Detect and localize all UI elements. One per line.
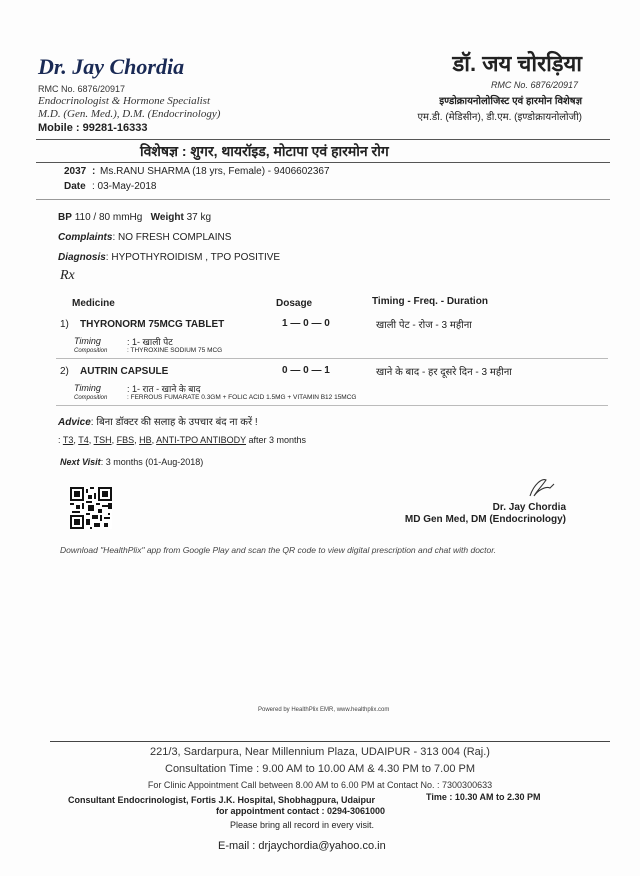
advice-label: Advice	[58, 417, 91, 428]
med-1-composition: : THYROXINE SODIUM 75 MCG	[127, 347, 223, 354]
med-1-schedule: खाली पेट - रोज - 3 महीना	[376, 320, 472, 331]
tests-prefix: :	[58, 435, 61, 445]
next-visit-value: : 3 months (01-Aug-2018)	[100, 457, 204, 467]
header-timing: Timing - Freq. - Duration	[372, 296, 488, 307]
med-2-schedule: खाने के बाद - हर दूसरे दिन - 3 महीना	[376, 367, 512, 378]
test-tsh: TSH	[93, 435, 112, 445]
footer-consultation: Consultation Time : 9.00 AM to 10.00 AM & 4.30 PM to 7.00 PM	[165, 763, 475, 775]
specialty-hi: इण्डोक्रायनोलोजिस्ट एवं हारमोन विशेषज्ञ	[439, 96, 582, 107]
tests-suffix: after 3 months	[248, 435, 307, 445]
test-anti-tpo: ANTI-TPO ANTIBODY	[156, 435, 247, 445]
med-2-name: AUTRIN CAPSULE	[80, 366, 169, 377]
med-2-timing: : 1- रात - खाने के बाद	[127, 384, 201, 394]
med-2-number: 2)	[60, 366, 69, 377]
degrees-hi: एम.डी. (मेडिसीन), डी.एम. (इण्डोक्रायनोलोजी)	[417, 112, 582, 123]
degrees-en: M.D. (Gen. Med.), D.M. (Endocrinology)	[38, 108, 221, 120]
diagnosis-value: : HYPOTHYROIDISM , TPO POSITIVE	[105, 252, 281, 263]
test-t4: T4	[78, 435, 89, 445]
footer-appointment: For Clinic Appointment Call between 8.00 AM to 6.00 PM at Contact No. : 7300300633	[147, 780, 493, 790]
med-1-comp-label: Composition	[74, 348, 108, 354]
patient-id: 2037	[64, 166, 87, 177]
rmc-number-en: RMC No. 6876/20917	[38, 84, 126, 94]
date-value: : 03-May-2018	[92, 181, 157, 192]
weight-label: Weight	[150, 212, 184, 223]
med-1-number: 1)	[60, 319, 69, 330]
diagnosis-label: Diagnosis	[58, 252, 106, 263]
med-1-name: THYRONORM 75MCG TABLET	[80, 319, 225, 330]
mobile-number: Mobile : 99281-16333	[38, 122, 148, 134]
med-1-timing-label: Timing	[74, 336, 101, 346]
doctor-name-en: Dr. Jay Chordia	[38, 54, 185, 79]
rx-symbol: Rx	[60, 268, 75, 283]
specialty-tagline: विशेषज्ञ : शुगर, थायरॉइड, मोटापा एवं हारमोन रोग	[140, 143, 389, 159]
signature-scribble	[520, 474, 560, 500]
header-dosage: Dosage	[276, 298, 313, 309]
powered-by: Powered by HealthPlix EMR, www.healthplix.com	[258, 707, 390, 713]
footer-email: E-mail : drjaychordia@yahoo.co.in	[218, 840, 386, 852]
footer-address: 221/3, Sardarpura, Near Millennium Plaza, UDAIPUR - 313 004 (Raj.)	[150, 746, 490, 758]
tests-line: : T3, T4, TSH, FBS, HB, ANTI-TPO ANTIBODY after 3 months	[58, 435, 307, 445]
test-t3: T3	[62, 435, 74, 445]
med-1-dosage: 1 — 0 — 0	[282, 318, 330, 329]
med-1-timing: : 1- खाली पेट	[127, 337, 173, 347]
next-visit-label: Next Visit	[60, 457, 101, 467]
med-2-comp-label: Composition	[74, 395, 108, 401]
footer-fortis-time: Time : 10.30 AM to 2.30 PM	[426, 792, 541, 802]
signature-title: MD Gen Med, DM (Endocrinology)	[404, 514, 566, 525]
med-2-timing-label: Timing	[74, 383, 101, 393]
weight-value: 37 kg	[186, 212, 212, 223]
test-fbs: FBS	[116, 435, 135, 445]
specialty-en: Endocrinologist & Hormone Specialist	[38, 95, 211, 107]
test-hb: HB	[139, 435, 152, 445]
rmc-number-hi: RMC No. 6876/20917	[490, 80, 578, 90]
patient-sep: :	[92, 166, 96, 177]
bp-label: BP	[58, 212, 72, 223]
date-label: Date	[64, 181, 86, 192]
footer-records: Please bring all record in every visit.	[230, 820, 375, 830]
med-2-dosage: 0 — 0 — 1	[282, 365, 330, 376]
advice-value: : बिना डॉक्टर की सलाह के उपचार बंद ना करें !	[90, 417, 258, 428]
doctor-name-hi: डॉ. जय चोरड़िया	[452, 51, 582, 76]
footer-fortis-contact: for appointment contact : 0294-3061000	[216, 806, 386, 816]
header-medicine: Medicine	[72, 298, 115, 309]
med-2-composition: : FERROUS FUMARATE 0.3GM + FOLIC ACID 1.5MG + VITAMIN B12 15MCG	[127, 394, 357, 401]
bp-value: 110 / 80 mmHg	[74, 212, 143, 223]
signature-name: Dr. Jay Chordia	[492, 502, 566, 513]
download-note: Download "HealthPlix" app from Google Play and scan the QR code to view digital prescription and chat with doctor.	[60, 545, 497, 555]
patient-details: Ms.RANU SHARMA (18 yrs, Female) - 9406602367	[100, 166, 330, 177]
qr-code	[70, 487, 112, 529]
complaints-value: : NO FRESH COMPLAINS	[112, 232, 232, 243]
complaints-label: Complaints	[58, 232, 113, 243]
footer-fortis: Consultant Endocrinologist, Fortis J.K. Hospital, Shobhagpura, Udaipur	[68, 795, 376, 805]
